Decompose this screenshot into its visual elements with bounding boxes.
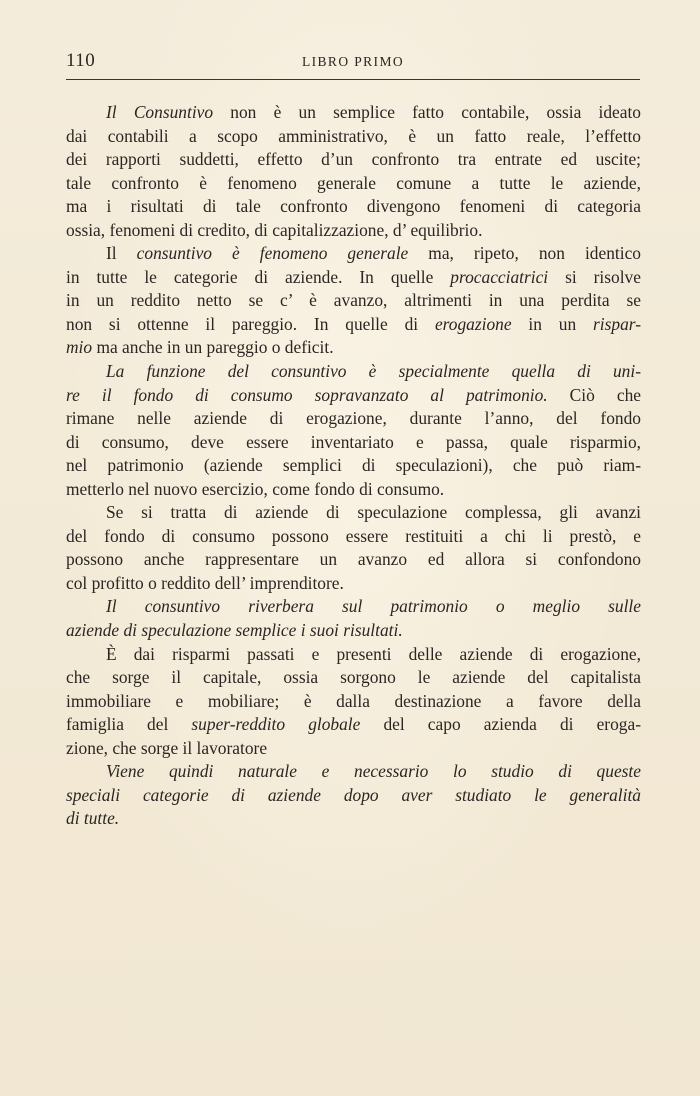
text-line: [66, 572, 641, 596]
text-run: tale confronto è fenomeno generale comune a tutte le aziende,: [66, 172, 641, 193]
text-run: col profitto o reddito dell’ imprenditore.: [66, 572, 344, 593]
text-run: immobiliare e mobiliare; è dalla destinazione a favore della: [66, 690, 641, 711]
text-line: [66, 548, 641, 572]
text-line: [66, 643, 641, 667]
italic-text: procacciatrici: [450, 266, 549, 287]
paragraph: [66, 501, 641, 595]
text-run: rimane nelle aziende di erogazione, durante l’anno, del fondo: [66, 408, 641, 429]
text-run: ma, ripeto, non identico: [408, 243, 641, 264]
text-run: dai contabili a scopo amministrativo, è un fatto reale, l’effetto: [66, 125, 641, 146]
paragraph: [66, 643, 641, 761]
text-line: [66, 807, 641, 831]
text-run: ma anche in un pareggio o deficit.: [92, 337, 334, 358]
italic-text: super-reddito globale: [191, 714, 361, 735]
text-line: [66, 289, 641, 313]
italic-text: Il Consuntivo: [106, 102, 214, 122]
italic-text: aziende di speculazione semplice i suoi risultati.: [66, 620, 403, 641]
paragraph: [66, 360, 641, 501]
text-line: [66, 242, 641, 266]
text-line: [66, 525, 641, 549]
text-line: [66, 336, 641, 360]
text-run: ma i risultati di tale confronto divengono fenomeni di categoria: [66, 196, 641, 217]
italic-text: La funzione del consuntivo è specialmente quella di uni-: [106, 361, 641, 382]
header-rule: [66, 79, 640, 80]
text-line: [66, 407, 641, 431]
text-line: [66, 172, 641, 196]
italic-text: rispar-: [593, 313, 641, 334]
text-line: [66, 666, 641, 690]
paragraph: [66, 760, 641, 831]
text-run: Se si tratta di aziende di speculazione complessa, gli avanzi: [106, 502, 641, 523]
text-line: [66, 713, 641, 737]
italic-text: re il fondo di consumo sopravanzato al patrimonio.: [66, 384, 548, 405]
text-line: [66, 431, 641, 455]
text-run: possono anche rappresentare un avanzo ed allora si confondono: [66, 549, 641, 570]
running-header: [66, 50, 640, 76]
running-title: LIBRO PRIMO: [301, 54, 405, 69]
italic-text: Il consuntivo riverbera sul patrimonio o meglio sulle: [106, 596, 641, 617]
italic-text: erogazione: [434, 313, 512, 334]
text-line: [66, 266, 641, 290]
text-line: [66, 125, 641, 149]
text-run: che sorge il capitale, ossia sorgono le aziende del capitalista: [66, 667, 641, 688]
text-line: [66, 313, 641, 337]
text-run: famiglia del: [66, 714, 192, 735]
paragraph: [66, 595, 641, 642]
text-run: in un: [511, 313, 594, 334]
text-run: si risolve: [548, 266, 641, 287]
text-line: [66, 478, 641, 502]
text-run: metterlo nel nuovo esercizio, come fondo di consumo.: [66, 478, 445, 499]
text-run: in un reddito netto se c’ è avanzo, altrimenti in una perdita se: [66, 290, 641, 311]
italic-text: di tutte.: [66, 808, 120, 829]
text-line: [66, 595, 641, 619]
body-text: [66, 101, 641, 831]
text-line: [66, 737, 641, 761]
text-line: [66, 384, 641, 408]
italic-text: mio: [66, 337, 93, 358]
text-line: [66, 784, 641, 808]
text-run: Il: [106, 243, 137, 264]
italic-text: speciali categorie di aziende dopo aver studiato le generalità: [66, 784, 641, 805]
text-line: [66, 148, 641, 172]
text-run: ossia, fenomeni di credito, di capitalizzazione, d’ equilibrio.: [66, 219, 483, 240]
page-number: 110: [66, 50, 96, 71]
text-line: [66, 690, 641, 714]
italic-text: consuntivo è fenomeno generale: [136, 243, 409, 264]
text-line: [66, 195, 641, 219]
text-run: zione, che sorge il lavoratore: [66, 737, 268, 758]
text-line: [66, 101, 641, 125]
text-run: nel patrimonio (aziende semplici di speculazioni), che può riam-: [66, 455, 641, 476]
text-line: [66, 454, 641, 478]
text-run: di consumo, deve essere inventariato e passa, quale risparmio,: [66, 431, 641, 452]
paragraph: [66, 242, 641, 360]
text-line: [66, 760, 641, 784]
text-run: del capo azienda di eroga-: [360, 714, 641, 735]
text-run: dei rapporti suddetti, effetto d’un confronto tra entrate ed uscite;: [66, 149, 641, 170]
text-run: in tutte le categorie di aziende. In quelle: [66, 266, 451, 287]
text-line: [66, 619, 641, 643]
text-line: [66, 360, 641, 384]
text-run: del fondo di consumo possono essere restituiti a chi li prestò, e: [66, 525, 641, 546]
text-run: non si ottenne il pareggio. In quelle di: [66, 313, 435, 334]
text-run: Ciò che: [547, 384, 641, 405]
text-run: non è un semplice fatto contabile, ossia ideato: [213, 102, 641, 122]
italic-text: Viene quindi naturale e necessario lo studio di queste: [106, 761, 641, 782]
text-run: È dai risparmi passati e presenti delle aziende di erogazione,: [106, 643, 641, 664]
text-line: [66, 219, 641, 243]
paragraph: [66, 101, 641, 242]
text-line: [66, 501, 641, 525]
